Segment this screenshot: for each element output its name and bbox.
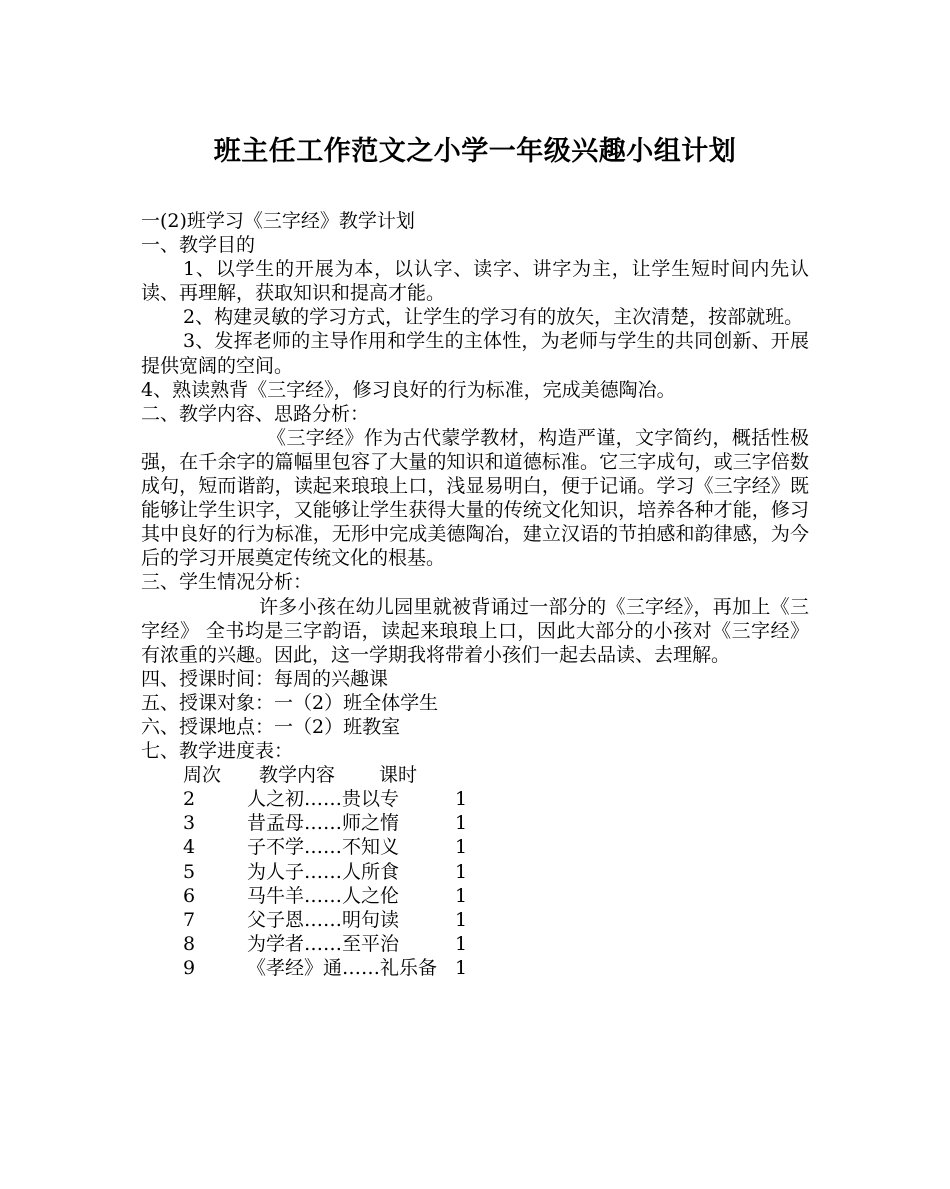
schedule-header-week: 周次 — [183, 764, 222, 787]
schedule-week: 8 — [183, 932, 196, 955]
schedule-row — [141, 932, 809, 956]
schedule-row — [141, 835, 809, 859]
goal-item-3: 3、发挥老师的主导作用和学生的主体性，为老师与学生的共同创新、开展提供宽阔的空间。 — [141, 330, 809, 377]
schedule-week: 6 — [183, 884, 196, 907]
time-line: 四、授课时间：每周的兴趣课 — [141, 667, 389, 690]
document-body — [141, 209, 809, 980]
plan-title: 一(2)班学习《三字经》教学计划 — [141, 210, 415, 232]
goal-item-2: 2、构建灵敏的学习方式，让学生的学习有的放矢，主次清楚，按部就班。 — [183, 306, 804, 329]
schedule-week: 5 — [183, 860, 196, 883]
schedule-row — [141, 811, 809, 835]
schedule-content: 《孝经》通……礼乐备 — [247, 956, 438, 979]
schedule-week: 9 — [183, 956, 196, 979]
schedule-content: 子不学……不知义 — [247, 836, 400, 859]
schedule-row — [141, 884, 809, 908]
schedule-hours: 1 — [455, 932, 468, 955]
schedule-row — [141, 956, 809, 980]
schedule-week: 4 — [183, 836, 196, 859]
schedule-hours: 1 — [455, 956, 468, 979]
place-line: 六、授课地点：一（2）班教室 — [141, 715, 401, 738]
schedule-week: 2 — [183, 788, 196, 811]
schedule-header-hours: 课时 — [379, 764, 418, 787]
schedule-heading: 七、教学进度表： — [141, 740, 294, 763]
goal-item-4: 4、熟读熟背《三字经》，修习良好的行为标准，完成美德陶冶。 — [141, 378, 676, 401]
schedule-week: 3 — [183, 812, 196, 835]
schedule-hours: 1 — [455, 860, 468, 883]
schedule-hours: 1 — [455, 884, 468, 907]
schedule-content: 父子恩……明句读 — [247, 908, 400, 931]
goal-item-1: 1、以学生的开展为本，以认字、读字、讲字为主，让学生短时间内先认读、再理解，获取知识和提高才能。 — [141, 258, 809, 305]
document-title: 班主任工作范文之小学一年级兴趣小组计划 — [213, 136, 737, 167]
schedule-row — [141, 908, 809, 932]
schedule-header-row — [141, 763, 809, 787]
schedule-row — [141, 860, 809, 884]
schedule-row — [141, 787, 809, 811]
schedule-hours: 1 — [455, 836, 468, 859]
content-heading: 二、教学内容、思路分析： — [141, 402, 370, 425]
schedule-header-content: 教学内容 — [259, 764, 336, 787]
schedule-week: 7 — [183, 908, 196, 931]
schedule-hours: 1 — [455, 788, 468, 811]
student-heading: 三、学生情况分析： — [141, 571, 313, 594]
schedule-content: 人之初……贵以专 — [247, 788, 400, 811]
target-line: 五、授课对象：一（2）班全体学生 — [141, 691, 439, 714]
schedule-hours: 1 — [455, 812, 468, 835]
schedule-content: 马牛羊……人之伦 — [247, 884, 400, 907]
goal-heading: 一、教学目的 — [141, 234, 256, 257]
schedule-hours: 1 — [455, 908, 468, 931]
schedule-content: 为人子……人所食 — [247, 860, 400, 883]
schedule-content: 为学者……至平治 — [247, 932, 400, 955]
schedule-content: 昔孟母……师之惰 — [247, 812, 400, 835]
content-paragraph: 《三字经》作为古代蒙学教材，构造严谨，文字简约，概括性极强，在千余字的篇幅里包容了大量的知识和道德标准。它三字成句，或三字倍数成句，短而谐韵，读起来琅琅上口，浅显易明白，便于记诵。学习《三字经》既能够让学生识字，又能够让学生获得大量的传统文化知识，培养各种才能，修习其中良好的行为标准，无形中完成美德陶冶，建立汉语的节拍感和韵律感，为今后的学习开展奠定传统文化的根基。 — [141, 426, 809, 570]
student-paragraph: 许多小孩在幼儿园里就被背诵过一部分的《三字经》，再加上《三字经》 全书均是三字韵语，读起来琅琅上口，因此大部分的小孩对《三字经》有浓重的兴趣。因此，这一学期我将带着小孩们一起去品读、去理解。 — [141, 595, 809, 666]
